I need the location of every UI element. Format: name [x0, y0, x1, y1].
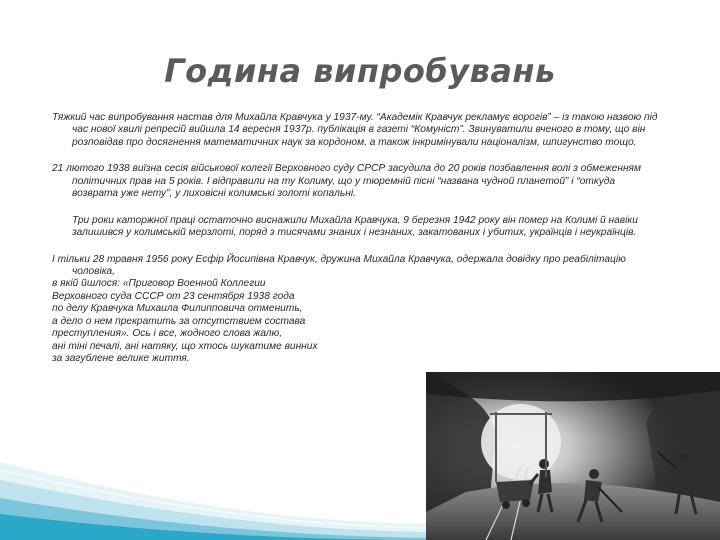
paragraph-4: [52, 254, 662, 366]
slide-body: [52, 112, 662, 365]
paragraph-4-line: ані тіні печалі, ані натяку, що хтось шукатиме винних: [52, 340, 318, 352]
decorative-swoosh: [0, 452, 430, 540]
slide-title: Година випробувань: [164, 52, 556, 90]
paragraph-4-line: в якій йшлося: «Приговор Военной Коллегии: [52, 278, 266, 290]
paragraph-4-line: Верховного суда СССР от 23 сентября 1938 года: [52, 290, 295, 302]
paragraph-2: 21 лютого 1938 виїзна сесія військової колегії Верховного суду СРСР засудила до 20 років позбавлення волі з обмеженням політичних прав на 5 років. І відправили на ту Колиму, що у тюремній пісні “названа чудной планетой” і “откуда возврата уже нету”, у лиховісні колимські золоті копальні.: [52, 163, 641, 200]
paragraph-4-line: преступления». Ось і все, жодного слова жалю,: [52, 328, 283, 340]
paragraph-4-line: за загублене велике життя.: [52, 353, 190, 364]
paragraph-4-line: І тільки 28 травня 1956 року Есфір Йосипівна Кравчук, дружина Михайла Кравчука, одержала довідку про реабілітацію чоловіка,: [52, 253, 626, 277]
paragraph-4-line: а дело о нем прекратить за отсутствием состава: [52, 315, 306, 327]
paragraph-1: Тяжкий час випробування настав для Михайла Кравчука у 1937-му. “Академік Кравчук рекламує ворогів” – із такою назвою під час нової хвилі репресій вийшла 14 вересня 1937р. публікація в газеті “Комуніст”. Звинуватили вченого в тому, що він розповідав про досягнення математичних наук за кордоном, а також інкримінували націоналізм, шпигунство тощо.: [52, 112, 658, 148]
paragraph-4-line: по делу Кравчука Михаила Филипповича отменить,: [52, 303, 303, 315]
mine-workers-photo: [426, 372, 720, 540]
paragraph-3: Три роки каторжної праці остаточно виснажили Михайла Кравчука. 9 березня 1942 року він помер на Колимі й навіки залишився у колимській мерзлоті, поряд з тисячами знаних і незнаних, закатованих і убитих, українців і неукраїнців.: [72, 214, 638, 239]
